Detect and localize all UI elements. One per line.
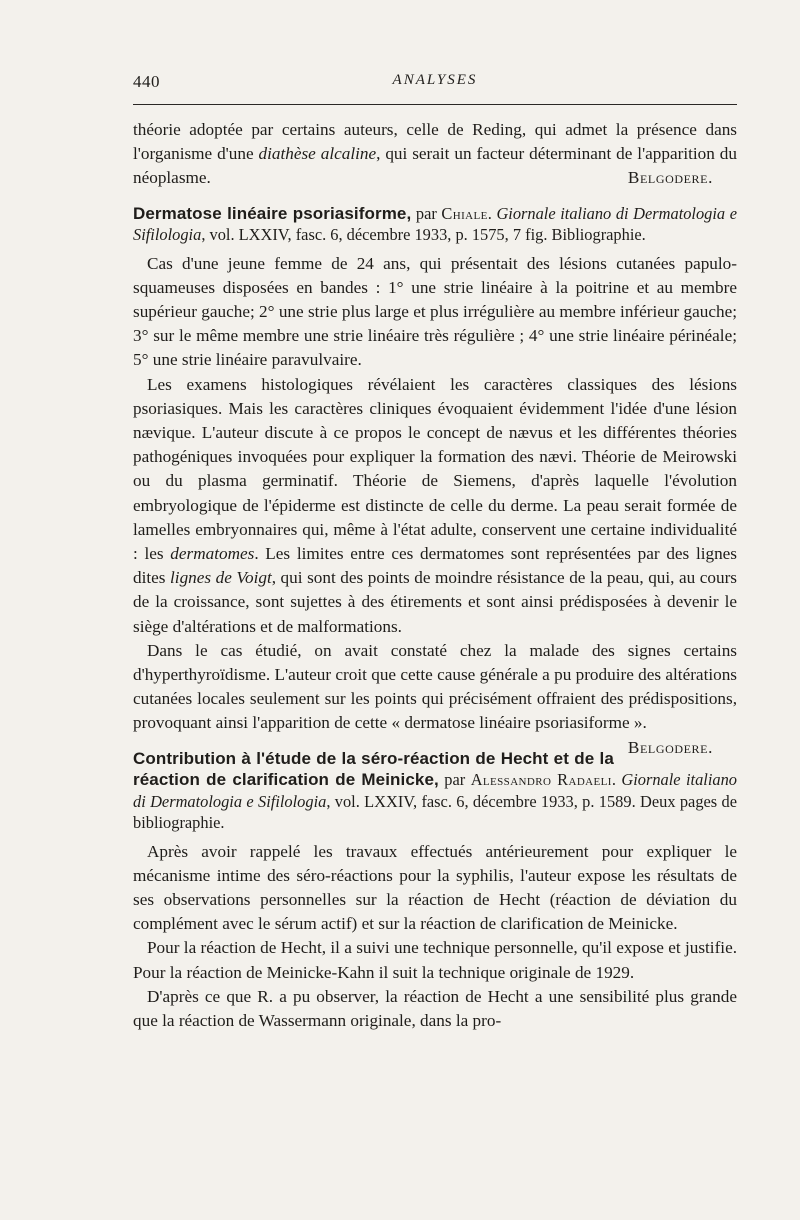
article-heading (133, 748, 737, 834)
page-body (133, 118, 737, 1033)
article-sep: . (487, 203, 497, 223)
prev-text: théorie adoptée par certains auteurs, celle de Reding, qui admet la présence dans l'organisme d'une (133, 120, 737, 164)
text-run: . Les limites entre ces dermatomes sont représentées par des lignes dites (133, 544, 737, 588)
article-author: Alessandro Radaeli (470, 770, 612, 790)
article-title: Contribution à l'étude de la séro-réaction de Hecht et de la réaction de clarification de Meinicke, (133, 748, 614, 790)
signature: Belgodere. (627, 737, 713, 757)
signature: Belgodere. (627, 168, 713, 188)
article-journal: Giornale italiano di Dermatologia e Sifilologia (133, 770, 738, 811)
article-author: Chiale (441, 203, 488, 223)
article-title: Dermatose linéaire psoriasiforme, (133, 203, 412, 223)
page-number: 440 (133, 72, 160, 91)
text-run: Les examens histologiques révélaient les caractères classiques des lésions psoriasiques. Mais les caractères cliniques évoquaient évidemment l'idée d'une lésion nævique. L'auteur discute à ce propos le concept de nævus et les différentes théories pathogéniques invoquées pour expliquer la formation des nævi. Théorie de Meirowski ou du plasma germinatif. Théorie de Siemens, d'après laquelle l'évolution embryologique de l'épiderme est distincte de celle du derme. La peau serait formée de lamelles embryonnaires qui, même à l'état adulte, conservent une certaine individualité : les (133, 374, 737, 564)
article-paragraph: Pour la réaction de Hecht, il a suivi une technique personnelle, qu'il expose et justifie. Pour la réaction de Meinicke-Kahn il suit la technique originale de 1929. (133, 938, 737, 982)
article-paragraph: D'après ce que R. a pu observer, la réaction de Hecht a une sensibilité plus grande que la réaction de Wassermann originale, dans la pro- (133, 986, 737, 1031)
header-rule (133, 104, 737, 105)
text-run: , qui sont des points de moindre résistance de la peau, qui, au cours de la croissance, sont sujettes à des étirements et sont ainsi prédisposées à devenir le siège d'altérations et de malformations. (133, 568, 737, 636)
prev-italic: diathèse alcaline (258, 144, 377, 164)
prev-text-end: , qui serait un facteur déterminant de l'apparition du néoplasme. (133, 144, 737, 188)
article-reference: , vol. LXXIV, fasc. 6, décembre 1933, p. 1575, 7 fig. Bibliographie. (201, 225, 646, 245)
article-by: par (411, 203, 442, 223)
article-paragraph (133, 639, 737, 757)
article-paragraph: Cas d'une jeune femme de 24 ans, qui présentait des lésions cutanées papulo-squameuses disposées en bandes : 1° une strie linéaire à la poitrine et au membre supérieur gauche; 2° une strie plus large et plus irrégulière au membre inférieur gauche; 3° sur le même membre une strie linéaire très régulière ; 4° une strie linéaire périnéale; 5° une strie linéaire paravulvaire. (133, 253, 737, 370)
text-run: Dans le cas étudié, on avait constaté chez la malade des signes certains d'hyperthyroïdisme. L'auteur croit que cette cause générale a pu produire des altérations cutanées locales seulement sur les points qui précisément offraient des prédispositions, provoquant ainsi l'apparition de cette « dermatose linéaire psoriasiforme ». (133, 640, 737, 733)
article-sep: . (611, 770, 622, 790)
running-title: ANALYSES (392, 72, 478, 88)
article-by: par (438, 770, 471, 790)
article-paragraph (133, 373, 737, 639)
article-reference: , vol. LXXIV, fasc. 6, décembre 1933, p. 1589. Deux pages de bibliographie. (133, 791, 737, 833)
page-header (133, 72, 737, 98)
previous-review-tail (133, 118, 737, 191)
article-heading (133, 203, 737, 246)
article-journal: Giornale italiano di Dermatologia e Sifilologia (133, 203, 737, 245)
italic-term: dermatomes (170, 544, 255, 564)
article-paragraph: Après avoir rappelé les travaux effectués antérieurement pour expliquer le mécanisme intime des séro-réactions pour la syphilis, l'auteur expose les résultats de ses observations personnelles sur la réaction de Hecht (réaction de déviation du complément avec le sérum actif) et sur la réaction de clarification de Meinicke. (133, 841, 737, 934)
italic-term: lignes de Voigt (170, 568, 272, 588)
